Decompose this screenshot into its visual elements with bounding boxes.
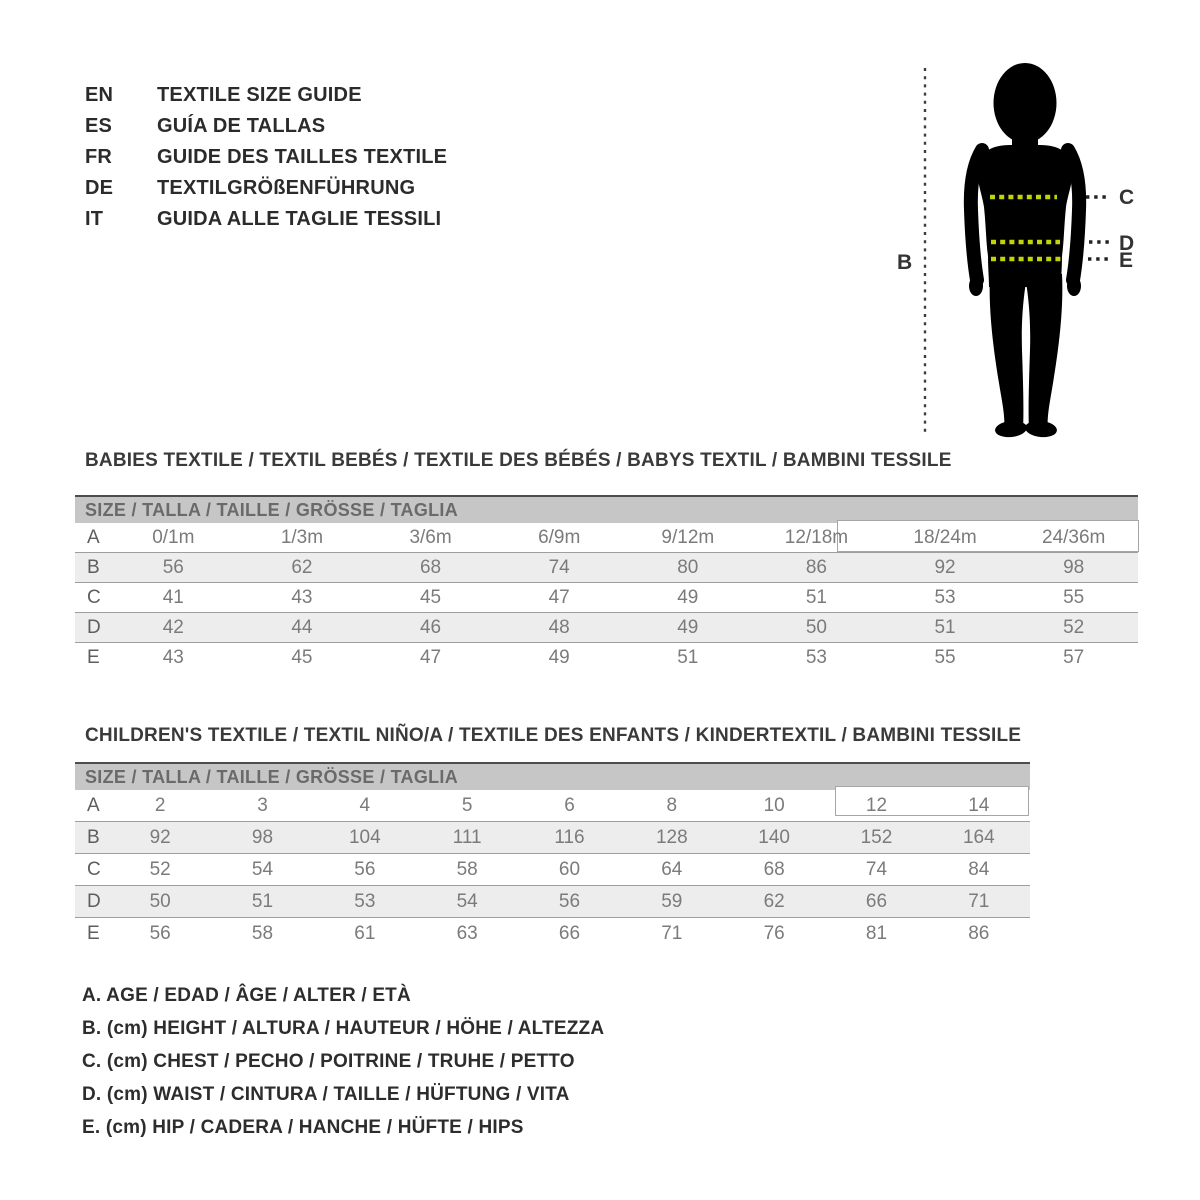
size-cell: 55	[1009, 583, 1138, 613]
size-cell: 84	[928, 854, 1030, 886]
silhouette-leg-left	[990, 274, 1026, 430]
size-cell: 53	[805, 646, 827, 668]
legend-chest: C. (cm) CHEST / PECHO / POITRINE / TRUHE / PETTO	[82, 1050, 575, 1072]
size-cell: 86	[752, 553, 881, 583]
size-cell: 3	[211, 790, 313, 822]
size-cell: 58	[416, 854, 518, 886]
size-cell: 74	[825, 854, 927, 886]
size-cell: 68	[723, 854, 825, 886]
children-table-caption: CHILDREN'S TEXTILE / TEXTIL NIÑO/A / TEXTILE DES ENFANTS / KINDERTEXTIL / BAMBINI TESSILE	[85, 725, 1022, 746]
size-cell: 56	[149, 922, 171, 944]
size-cell: 62	[238, 553, 367, 583]
size-cell: 8	[621, 790, 723, 822]
size-cell: 45	[291, 646, 313, 668]
size-cell: 50	[109, 886, 211, 918]
language-row-es	[85, 111, 447, 142]
measurement-legend	[82, 979, 604, 1144]
size-cell: 49	[624, 613, 753, 643]
table-row-waist	[75, 886, 1030, 918]
size-cell: 111	[416, 822, 518, 854]
row-label: E	[87, 646, 100, 668]
table-row-hip	[75, 643, 1138, 673]
size-cell: 54	[211, 854, 313, 886]
size-cell: 44	[238, 613, 367, 643]
language-code: FR	[85, 146, 113, 168]
language-code: DE	[85, 177, 114, 199]
size-cell: 51	[881, 613, 1010, 643]
silhouette-leg-right	[1026, 274, 1062, 430]
size-cell: 1/3m	[238, 523, 367, 553]
size-cell: 128	[621, 822, 723, 854]
size-cell: 6	[518, 790, 620, 822]
language-title: TEXTILE SIZE GUIDE	[157, 84, 362, 106]
size-cell: 53	[881, 583, 1010, 613]
chest-label: C	[1119, 186, 1135, 209]
row-label: D	[75, 886, 109, 918]
row-label: C	[75, 583, 109, 613]
size-cell: 58	[251, 922, 274, 944]
size-cell: 86	[968, 922, 990, 944]
table-row-waist	[75, 613, 1138, 643]
row-label: C	[75, 854, 109, 886]
size-cell: 59	[621, 886, 723, 918]
table-header-band: SIZE / TALLA / TAILLE / GRÖSSE / TAGLIA	[75, 497, 1138, 523]
size-cell: 45	[366, 583, 495, 613]
size-cell: 2	[109, 790, 211, 822]
size-cell: 116	[518, 822, 620, 854]
babies-table-caption: BABIES TEXTILE / TEXTIL BEBÉS / TEXTILE DES BÉBÉS / BABYS TEXTIL / BAMBINI TESSILE	[85, 450, 952, 471]
row-label: D	[75, 613, 109, 643]
table-row-hip	[75, 918, 1030, 950]
size-cell: 50	[752, 613, 881, 643]
size-cell: 71	[661, 922, 683, 944]
silhouette-hand-right	[1067, 276, 1081, 296]
silhouette-hand-left	[969, 276, 983, 296]
size-cell: 47	[419, 646, 442, 668]
size-cell: 66	[825, 886, 927, 918]
language-code: EN	[85, 84, 114, 106]
size-cell: 164	[928, 822, 1030, 854]
height-label: B	[897, 251, 913, 274]
size-cell: 18/24m	[881, 523, 1010, 553]
size-cell: 56	[518, 886, 620, 918]
size-cell: 48	[495, 613, 624, 643]
legend-height: B. (cm) HEIGHT / ALTURA / HAUTEUR / HÖHE / ALTEZZA	[82, 1017, 605, 1039]
table-header-band: SIZE / TALLA / TAILLE / GRÖSSE / TAGLIA	[75, 764, 1030, 790]
hip-label: E	[1119, 249, 1134, 272]
size-cell: 56	[109, 553, 238, 583]
size-cell: 81	[865, 922, 888, 944]
language-title: GUÍA DE TALLAS	[157, 115, 326, 137]
size-cell: 41	[109, 583, 238, 613]
size-cell: 80	[624, 553, 753, 583]
waist-label: D	[1119, 232, 1135, 255]
size-cell: 14	[928, 790, 1030, 822]
size-cell: 46	[366, 613, 495, 643]
black-callout-dots	[1086, 197, 1110, 259]
size-cell: 12	[825, 790, 927, 822]
children-size-table	[75, 762, 1030, 949]
row-label: B	[75, 553, 109, 583]
language-row-en	[85, 80, 447, 111]
size-cell: 5	[416, 790, 518, 822]
child-silhouette-figure	[890, 55, 1160, 450]
size-cell: 55	[934, 646, 956, 668]
size-cell: 57	[1063, 646, 1085, 668]
silhouette-arm-left	[971, 150, 982, 280]
language-title: TEXTILGRÖßENFÜHRUNG	[157, 177, 416, 199]
table-row-age	[75, 523, 1138, 553]
size-cell: 98	[1009, 553, 1138, 583]
language-title: GUIDE DES TAILLES TEXTILE	[157, 146, 448, 168]
row-label: E	[87, 922, 100, 944]
size-cell: 52	[109, 854, 211, 886]
size-cell: 3/6m	[366, 523, 495, 553]
size-cell: 54	[416, 886, 518, 918]
legend-age: A. AGE / EDAD / ÂGE / ALTER / ETÀ	[82, 984, 411, 1006]
size-cell: 68	[366, 553, 495, 583]
size-cell: 92	[109, 822, 211, 854]
row-label: B	[75, 822, 109, 854]
language-row-fr	[85, 142, 447, 173]
size-cell: 92	[881, 553, 1010, 583]
size-cell: 76	[763, 922, 785, 944]
silhouette-arm-right	[1068, 150, 1079, 280]
size-cell: 24/36m	[1009, 523, 1138, 553]
size-cell: 49	[624, 583, 753, 613]
silhouette-torso	[977, 145, 1073, 287]
size-cell: 53	[314, 886, 416, 918]
table-row-chest	[75, 854, 1030, 886]
legend-waist: D. (cm) WAIST / CINTURA / TAILLE / HÜFTUNG / VITA	[82, 1083, 570, 1105]
language-title: GUIDA ALLE TAGLIE TESSILI	[157, 208, 442, 230]
size-cell: 104	[314, 822, 416, 854]
language-row-de	[85, 173, 447, 204]
language-row-it	[85, 204, 447, 235]
size-cell: 60	[518, 854, 620, 886]
size-cell: 52	[1009, 613, 1138, 643]
language-code: ES	[85, 115, 113, 137]
size-cell: 56	[314, 854, 416, 886]
language-title-list	[85, 80, 447, 235]
legend-hip: E. (cm) HIP / CADERA / HANCHE / HÜFTE / HIPS	[82, 1116, 524, 1138]
language-code: IT	[85, 208, 104, 230]
table-row-chest	[75, 583, 1138, 613]
size-cell: 66	[558, 922, 581, 944]
size-cell: 0/1m	[109, 523, 238, 553]
size-cell: 42	[109, 613, 238, 643]
child-silhouette	[969, 63, 1081, 439]
size-cell: 12/18m	[752, 523, 881, 553]
size-cell: 10	[723, 790, 825, 822]
row-label: A	[75, 523, 109, 553]
table-row-age	[75, 790, 1030, 822]
size-cell: 4	[314, 790, 416, 822]
size-cell: 51	[211, 886, 313, 918]
size-cell: 61	[354, 922, 376, 944]
size-cell: 9/12m	[624, 523, 753, 553]
size-cell: 43	[238, 583, 367, 613]
size-cell: 64	[621, 854, 723, 886]
table-row-height	[75, 822, 1030, 854]
table-row-height	[75, 553, 1138, 583]
size-cell: 152	[825, 822, 927, 854]
size-cell: 6/9m	[495, 523, 624, 553]
size-cell: 62	[723, 886, 825, 918]
size-cell: 71	[928, 886, 1030, 918]
size-cell: 51	[752, 583, 881, 613]
size-cell: 140	[723, 822, 825, 854]
size-cell: 51	[677, 646, 699, 668]
size-cell: 43	[162, 646, 184, 668]
size-cell: 98	[211, 822, 313, 854]
size-cell: 49	[548, 646, 570, 668]
size-cell: 63	[456, 922, 478, 944]
size-cell: 47	[495, 583, 624, 613]
row-label: A	[75, 790, 109, 822]
size-cell: 74	[495, 553, 624, 583]
